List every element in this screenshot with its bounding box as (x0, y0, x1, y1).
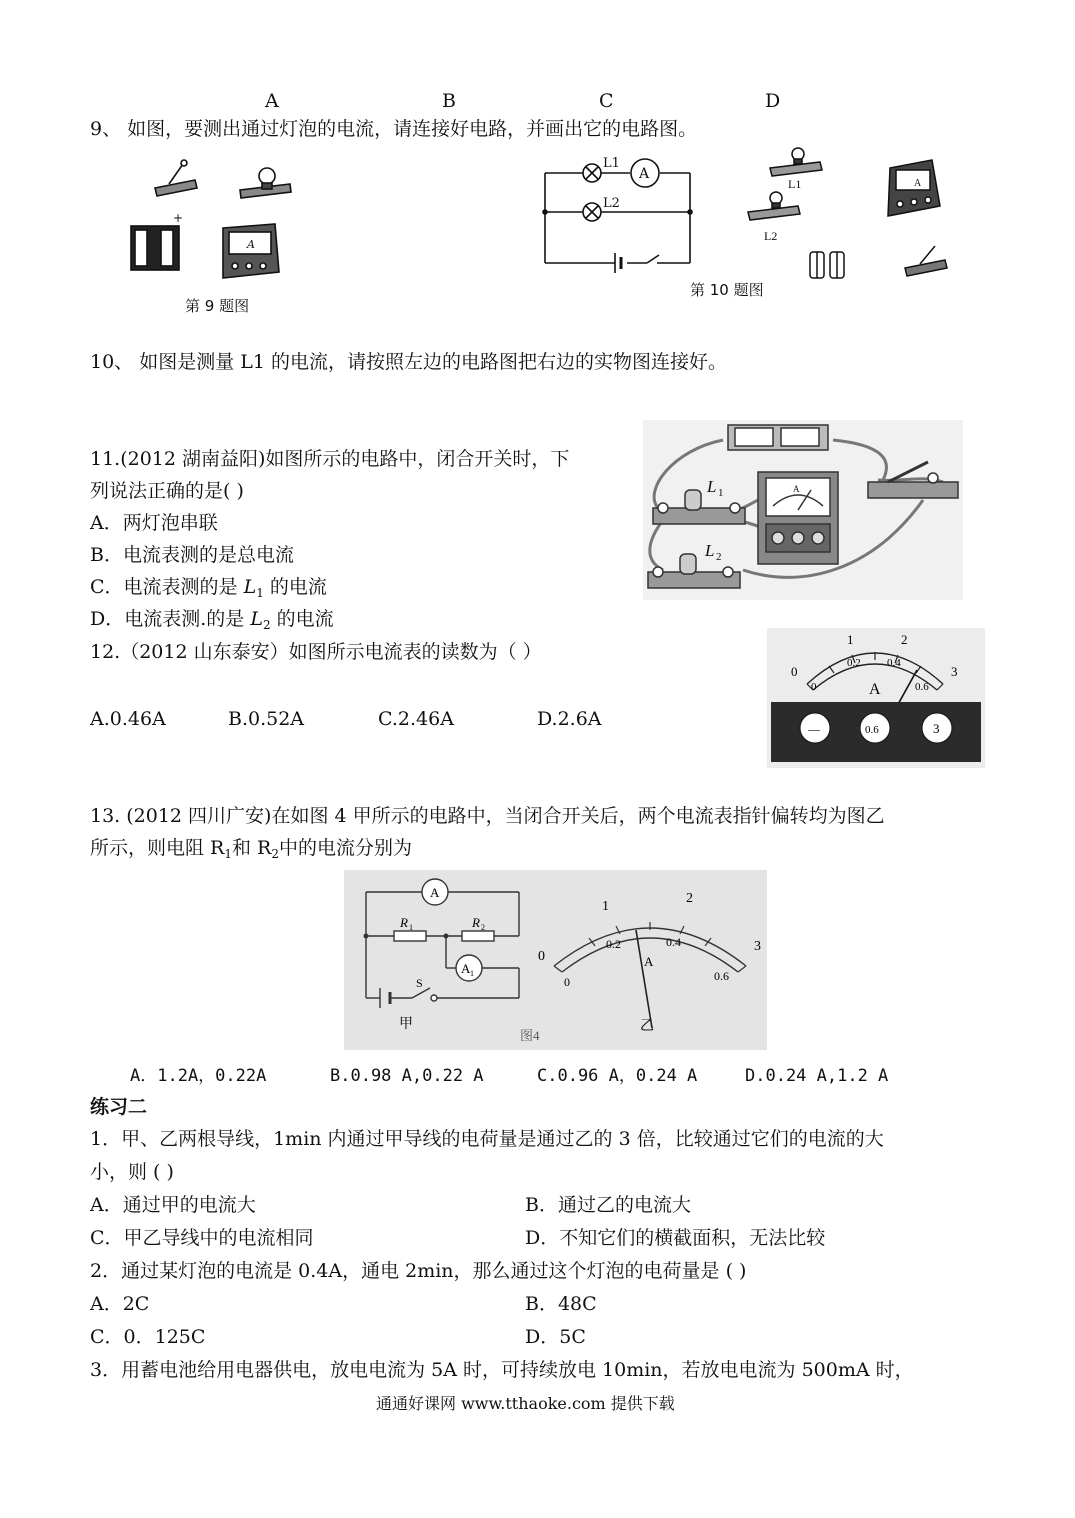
top-option-b: B (442, 90, 456, 112)
q12-option-a: A.0.46A (90, 708, 166, 730)
p2-q2-option-a: A．2C (90, 1293, 150, 1315)
unit-label: A (869, 681, 881, 698)
meter-lower-0: 0 (564, 975, 570, 989)
terminal-06: 0.6 (865, 724, 879, 736)
upper-tick-2: 2 (901, 632, 908, 647)
lamp-l1-icon (770, 148, 822, 176)
p2-q1-line2: 小，则 ( ) (90, 1161, 174, 1183)
l1-caption: L1 (788, 177, 802, 191)
p2-q1-option-d: D．不知它们的横截面积，无法比较 (525, 1227, 826, 1249)
p2-q1-line1: 1．甲、乙两根导线，1min 内通过甲导线的电荷量是通过乙的 3 倍，比较通过它们的电流的大 (90, 1128, 884, 1150)
lower-tick-0: 0 (811, 681, 817, 693)
q10-components (740, 140, 960, 290)
switch-icon (905, 246, 947, 276)
q13-line1: 13. (2012 四川广安)在如图 4 甲所示的电路中，当闭合开关后，两个电流表指针偏转均为图乙 (90, 805, 885, 827)
q11-option-d (90, 607, 334, 637)
fig-switch-label: S (416, 976, 423, 990)
q9-figure (125, 150, 295, 285)
l2-caption: L2 (764, 229, 778, 243)
ammeter-caption: A (914, 178, 922, 189)
q10-l2-label: L2 (603, 196, 620, 211)
q12-ammeter-figure (767, 628, 985, 768)
q13-figure (344, 870, 767, 1050)
l1-lamp-symbol (583, 164, 601, 182)
q13-option-b: B.0.98 A,0.22 A (330, 1066, 484, 1086)
upper-tick-3: 3 (951, 664, 958, 679)
top-option-d: D (765, 90, 781, 112)
q10-ammeter-label: A (639, 166, 650, 182)
fig-l2-label: L (705, 541, 715, 560)
battery-symbol (615, 253, 621, 273)
q12-option-d: D.2.6A (537, 708, 602, 730)
q13-sub1: 1 (224, 847, 232, 861)
meter-upper-1: 1 (602, 899, 609, 914)
q11-option-c-var: L (243, 576, 257, 598)
q12-option-b: B.0.52A (228, 708, 305, 730)
lower-tick-1: 0.2 (847, 657, 861, 669)
battery-icon (131, 211, 183, 270)
p2-q1-option-a: A．通过甲的电流大 (90, 1194, 256, 1216)
top-option-c: C (599, 90, 614, 112)
l2-lamp-symbol (583, 203, 601, 221)
q12-option-c: C.2.46A (378, 708, 454, 730)
meter-lower-1: 0.2 (606, 937, 621, 951)
q11-option-a: A．两灯泡串联 (90, 512, 218, 534)
svg-text:+: + (173, 211, 184, 225)
p2-q2-text: 2．通过某灯泡的电流是 0.4A，通电 2min，那么通过这个灯泡的电荷量是 ( ) (90, 1260, 747, 1282)
lower-tick-3: 0.6 (915, 681, 929, 693)
q11-line2: 列说法正确的是( ) (90, 480, 244, 502)
q13-line2 (90, 836, 412, 866)
battery-cells-icon (810, 252, 844, 278)
q13-option-a: A．1.2A，0.22A (130, 1066, 267, 1086)
q10-text: 10、 如图是测量 L1 的电流，请按照左边的电路图把右边的实物图连接好。 (90, 351, 728, 373)
fig-yi-label: 乙 (640, 1019, 654, 1034)
terminal-neg: — (808, 722, 820, 736)
terminal-3: 3 (933, 721, 940, 736)
fig-r2-label: R (472, 915, 480, 930)
fig-l2-sub: 2 (716, 551, 722, 563)
p2-q2-option-d: D．5C (525, 1326, 586, 1348)
q10-caption: 第 10 题图 (690, 281, 764, 299)
fig-a1-sub: 1 (470, 969, 474, 978)
switch-icon (155, 160, 197, 196)
meter-zero-upper: 0 (538, 949, 545, 964)
fig-l1-label: L (707, 477, 717, 496)
battery-box-icon (728, 425, 828, 450)
q13-option-d: D.0.24 A,1.2 A (745, 1066, 889, 1086)
q13-line2-mid: 和 R (232, 837, 272, 859)
q11-option-d-var: L (250, 608, 263, 630)
fig-meter-label: A (793, 484, 800, 494)
q9-text: 9、 如图，要测出通过灯泡的电流，请连接好电路，并画出它的电路图。 (90, 118, 698, 140)
fig-jia-label: 甲 (399, 1017, 413, 1032)
p2-q2-option-c: C．0．125C (90, 1326, 206, 1348)
meter-upper-3: 3 (754, 939, 761, 954)
q11-option-c (90, 575, 327, 605)
upper-tick-0: 0 (791, 664, 798, 679)
p2-q2-option-b: B．48C (525, 1293, 597, 1315)
practice2-title: 练习二 (90, 1096, 148, 1118)
meter-lower-3: 0.6 (714, 969, 729, 983)
bulb-icon (240, 168, 291, 198)
p2-q1-option-b: B．通过乙的电流大 (525, 1194, 691, 1216)
q11-option-d-sub: 2 (262, 618, 271, 632)
q11-option-d-post: 的电流 (270, 608, 334, 630)
p2-q1-option-c: C．甲乙导线中的电流相同 (90, 1227, 314, 1249)
meter-lower-2: 0.4 (666, 935, 681, 949)
fig-l1-sub: 1 (718, 487, 724, 499)
top-option-a: A (265, 90, 279, 112)
fig-caption: 图4 (520, 1028, 540, 1043)
q11-option-c-post: 的电流 (263, 576, 327, 598)
q13-option-c: C.0.96 A，0.24 A (537, 1066, 698, 1086)
q11-option-d-pre: D．电流表测.的是 (90, 608, 251, 630)
fig-a-label: A (430, 885, 440, 900)
q11-line1: 11.(2012 湖南益阳)如图所示的电路中，闭合开关时，下 (90, 448, 570, 470)
q12-text: 12.（2012 山东泰安）如图所示电流表的读数为（ ） (90, 641, 542, 663)
ammeter-icon (223, 224, 279, 278)
q11-option-b: B．电流表测的是总电流 (90, 544, 294, 566)
upper-tick-1: 1 (847, 632, 854, 647)
fig-a1-label: A (461, 961, 471, 976)
q11-option-c-pre: C．电流表测的是 (90, 576, 244, 598)
meter-upper-2: 2 (686, 891, 693, 906)
footer: 通通好课网 www.tthaoke.com 提供下载 (376, 1394, 675, 1413)
svg-text:A: A (247, 238, 255, 251)
q11-figure (643, 420, 963, 600)
fig-r2-sub: 2 (481, 923, 485, 932)
q13-line2-post: 中的电流分别为 (279, 837, 413, 859)
meter-unit: A (644, 954, 654, 969)
lower-tick-2: 0.4 (887, 657, 901, 669)
q11-option-c-sub: 1 (256, 586, 264, 600)
q10-l1-label: L1 (603, 156, 620, 171)
fig-r1-label: R (400, 915, 408, 930)
q13-sub2: 2 (271, 847, 279, 861)
q9-caption: 第 9 题图 (185, 297, 250, 315)
q13-line2-pre: 所示，则电阻 R (90, 837, 225, 859)
lamp-l2-icon (748, 192, 800, 220)
fig-r1-sub: 1 (409, 923, 413, 932)
p2-q3-text: 3．用蓄电池给用电器供电，放电电流为 5A 时，可持续放电 10min，若放电电流为 500mA 时， (90, 1359, 914, 1381)
